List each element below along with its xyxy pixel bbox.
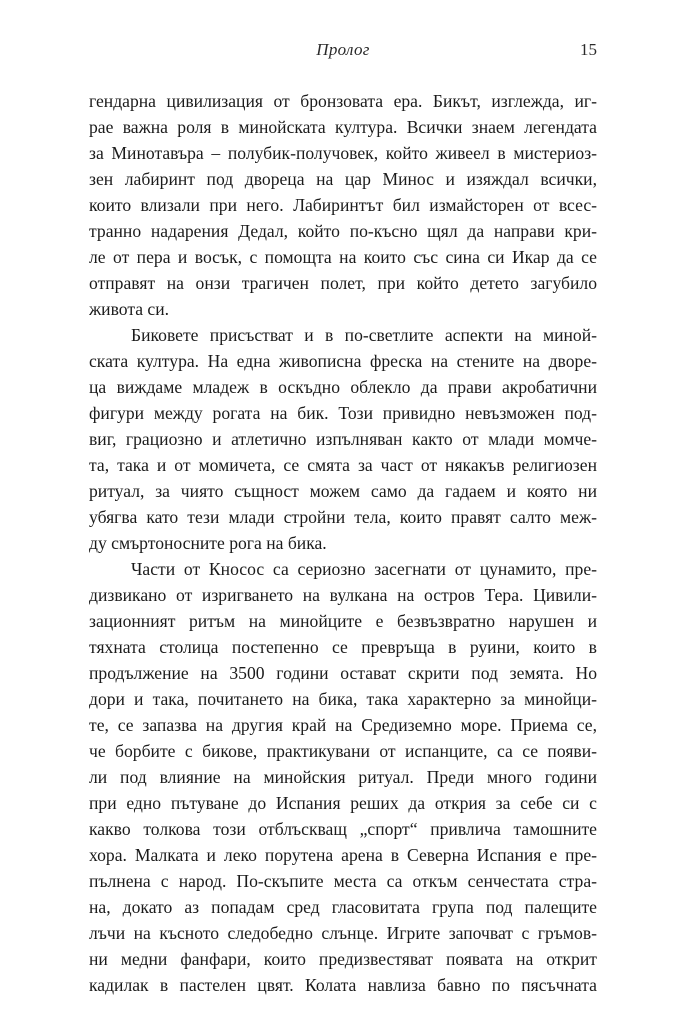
text-line: ни медни фанфари, които предизвестяват появата на открит: [89, 949, 597, 969]
text-line: отправят на онзи трагичен полет, при който детето загубило: [89, 273, 597, 293]
text-line: на, докато аз попадам сред гласовитата група под палещите: [89, 897, 597, 917]
text-line: та, така и от момичета, се смята за част от някакъв религиозен: [89, 455, 597, 475]
text-line: убягва като тези млади стройни тела, които правят салто меж-: [89, 507, 597, 527]
text-line: лъчи на късното следобедно слънце. Игрите започват с гръмов-: [89, 923, 597, 943]
page-number: 15: [580, 40, 597, 59]
text-line: ритуал, за чиято същност можем само да гадаем и която ни: [89, 481, 597, 501]
paragraph-first-line: Биковете присъстват и в по-светлите аспекти на миной-: [131, 325, 597, 345]
text-line: за Минотавъра – полубик-получовек, който живеел в мистериоз-: [89, 143, 597, 163]
text-line: те, се запазва на другия край на Средиземно море. Приема се,: [89, 715, 597, 735]
running-head: [89, 40, 597, 64]
text-line: ле от пера и восък, с помощта на които със сина си Икар да се: [89, 247, 597, 267]
text-line: ца виждаме младеж в оскъдно облекло да прави акробатични: [89, 377, 597, 397]
text-line: че борбите с бикове, практикувани от испанците, са се появи-: [89, 741, 597, 761]
text-line: какво толкова този отблъскващ „спорт“ привлича тамошните: [89, 819, 597, 839]
text-line: пълнена с народ. По-скъпите места са откъм сенчестата стра-: [89, 871, 597, 891]
running-title: Пролог: [316, 40, 370, 59]
text-line: при едно пътуване до Испания реших да открия за себе си с: [89, 793, 597, 813]
body-text: [89, 88, 597, 998]
text-line: дизвикано от изригването на вулкана на остров Тера. Цивили-: [89, 585, 597, 605]
text-line: кадилак в пастелен цвят. Колата навлиза бавно по пясъчната: [89, 975, 597, 995]
paragraph-first-line: Части от Кносос са сериозно засегнати от цунамито, пре-: [131, 559, 597, 579]
text-line: ската култура. На една живописна фреска на стените на дворе-: [89, 351, 597, 371]
text-line: живота си.: [89, 299, 170, 319]
text-line: ду смъртоносните рога на бика.: [89, 533, 327, 553]
text-line: рае важна роля в минойската култура. Всички знаем легендата: [89, 117, 597, 137]
text-line: тяхната столица постепенно се превръща в руини, които в: [89, 637, 597, 657]
text-line: фигури между рогата на бик. Този привидно невъзможен под-: [89, 403, 597, 423]
text-line: дори и така, почитането на бика, така характерно за минойци-: [89, 689, 597, 709]
text-line: които влизали при него. Лабиринтът бил измайсторен от всес-: [89, 195, 597, 215]
text-line: транно надарения Дедал, който по-късно щял да направи кри-: [89, 221, 597, 241]
text-line: ли под влияние на минойския ритуал. Преди много години: [89, 767, 597, 787]
text-line: продължение на 3500 години остават скрити под земята. Но: [89, 663, 597, 683]
text-line: зен лабиринт под двореца на цар Минос и изяждал всички,: [89, 169, 597, 189]
text-line: хора. Малката и леко порутена арена в Северна Испания е пре-: [89, 845, 597, 865]
text-line: гендарна цивилизация от бронзовата ера. Бикът, изглежда, иг-: [89, 91, 597, 111]
text-line: виг, грациозно и атлетично изпълняван както от млади момче-: [89, 429, 597, 449]
text-line: зационният ритъм на минойците е безвъзвратно нарушен и: [89, 611, 597, 631]
